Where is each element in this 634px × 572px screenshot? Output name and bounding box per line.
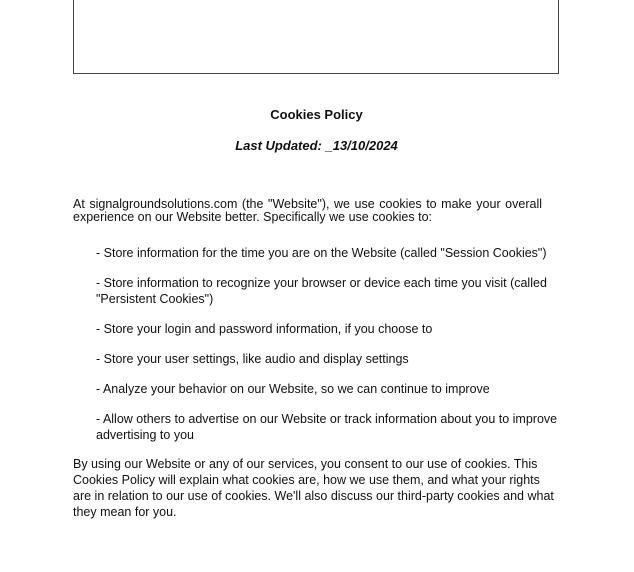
page-title: Cookies Policy [270, 107, 363, 122]
consent-paragraph: By using our Website or any of our services, you consent to our use of cookies. This Cookies Policy will explain what cookies are, how we use them, and what your rights are in relation to our use of cookies. We'll also discuss our third-party cookies and what they mean for you. [73, 457, 554, 519]
cookie-uses-list [73, 245, 560, 443]
top-frame-box [73, 0, 559, 74]
last-updated-text: Last Updated: _13/10/2024 [235, 138, 398, 153]
list-item: - Allow others to advertise on our Website or track information about you to improve advertising to you [96, 412, 558, 442]
list-item: - Store your user settings, like audio and display settings [96, 352, 409, 366]
list-item: - Analyze your behavior on our Website, so we can continue to improve [96, 382, 490, 396]
list-item: - Store information to recognize your browser or device each time you visit (called "Persistent Cookies") [96, 276, 547, 306]
list-item: - Store information for the time you are on the Website (called "Session Cookies") [96, 246, 547, 260]
intro-paragraph: At signalgroundsolutions.com (the "Website"), we use cookies to make your overall experience on our Website better. Specifically we use cookies to: [73, 197, 542, 224]
policy-document [73, 106, 560, 520]
list-item: - Store your login and password information, if you choose to [96, 322, 433, 336]
